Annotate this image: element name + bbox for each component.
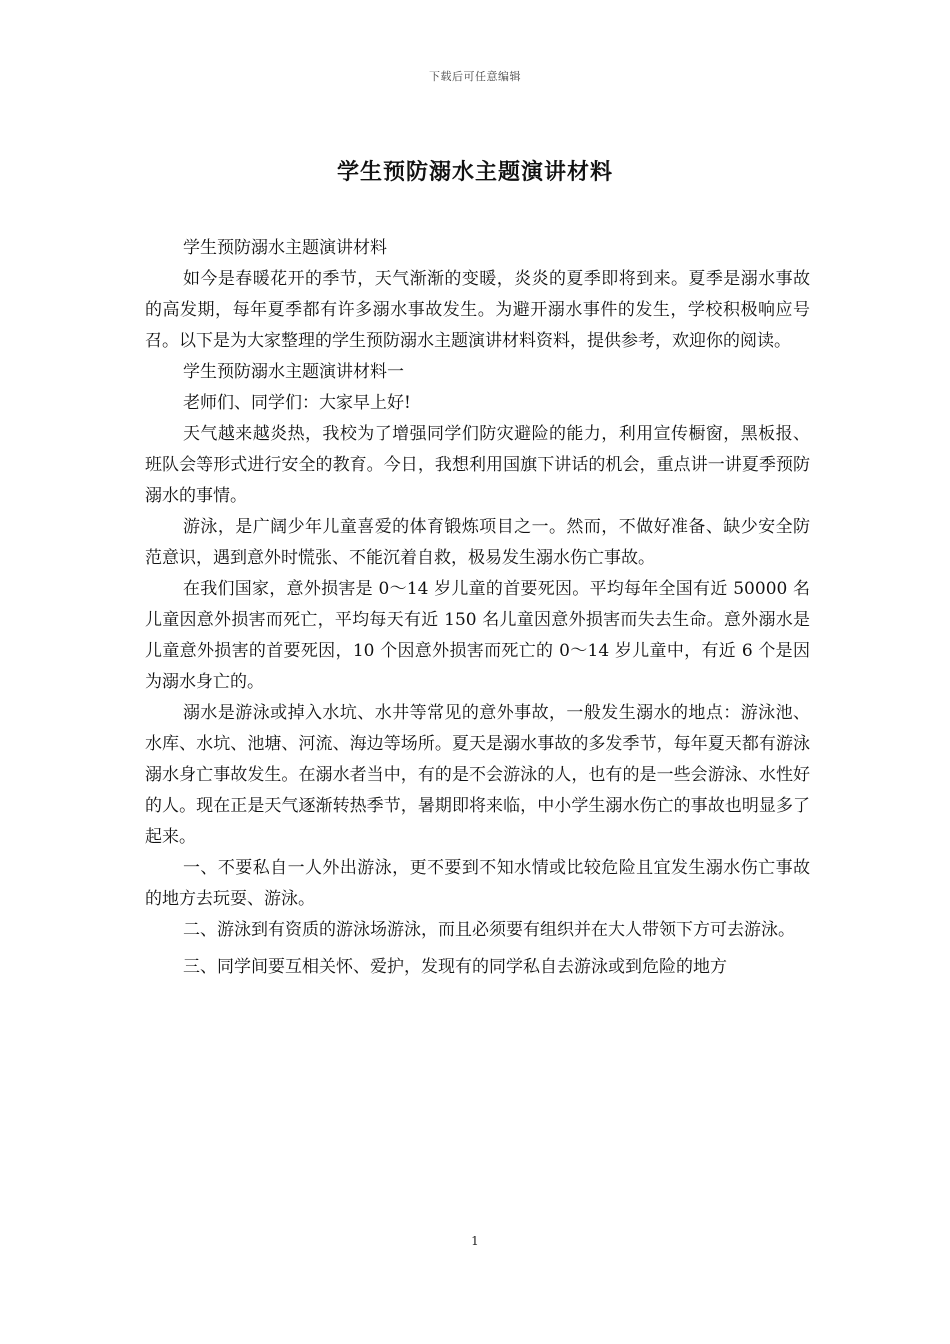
paragraph: 溺水是游泳或掉入水坑、水井等常见的意外事故，一般发生溺水的地点：游泳池、水库、水坑、池塘、河流、海边等场所。夏天是溺水事故的多发季节，每年夏天都有游泳溺水身亡事故发生。在溺水者当中，有的是不会游泳的人，也有的是一些会游泳、水性好的人。现在正是天气逐渐转热季节，暑期即将来临，中小学生溺水伤亡的事故也明显多了起来。 xyxy=(145,703,810,847)
paragraph: 老师们、同学们：大家早上好! xyxy=(183,393,411,413)
paragraph: 在我们国家，意外损害是 0～14 岁儿童的首要死因。平均每年全国有近 50000 名儿童因意外损害而死亡，平均每天有近 150 名儿童因意外损害而失去生命。意外溺水是儿童意外损害的首要死因，10 个因意外损害而死亡的 0～14 岁儿童中，有近 6 个是因为溺水身亡的。 xyxy=(145,579,810,692)
paragraph: 学生预防溺水主题演讲材料一 xyxy=(183,362,404,382)
paragraph: 三、同学间要互相关怀、爱护，发现有的同学私自去游泳或到危险的地方 xyxy=(183,957,727,977)
paragraph: 学生预防溺水主题演讲材料 xyxy=(183,238,387,258)
paragraph: 二、游泳到有资质的游泳场游泳，而且必须要有组织并在大人带领下方可去游泳。 xyxy=(183,920,795,940)
header-note: 下载后可任意编辑 xyxy=(429,70,521,83)
paragraph: 天气越来越炎热，我校为了增强同学们防灾避险的能力，利用宣传橱窗，黑板报、班队会等形式进行安全的教育。今日，我想利用国旗下讲话的机会，重点讲一讲夏季预防溺水的事情。 xyxy=(145,424,810,506)
document-body xyxy=(145,233,810,983)
paragraph: 如今是春暖花开的季节，天气渐渐的变暖，炎炎的夏季即将到来。夏季是溺水事故的高发期，每年夏季都有许多溺水事故发生。为避开溺水事件的发生，学校积极响应号召。以下是为大家整理的学生预防溺水主题演讲材料资料，提供参考，欢迎你的阅读。 xyxy=(145,269,810,351)
document-title: 学生预防溺水主题演讲材料 xyxy=(336,159,613,185)
paragraph: 一、不要私自一人外出游泳，更不要到不知水情或比较危险且宜发生溺水伤亡事故的地方去玩耍、游泳。 xyxy=(145,858,810,909)
paragraph: 游泳，是广阔少年儿童喜爱的体育锻炼项目之一。然而，不做好准备、缺少安全防范意识，遇到意外时慌张、不能沉着自救，极易发生溺水伤亡事故。 xyxy=(145,517,810,568)
page-number: 1 xyxy=(471,1234,479,1248)
